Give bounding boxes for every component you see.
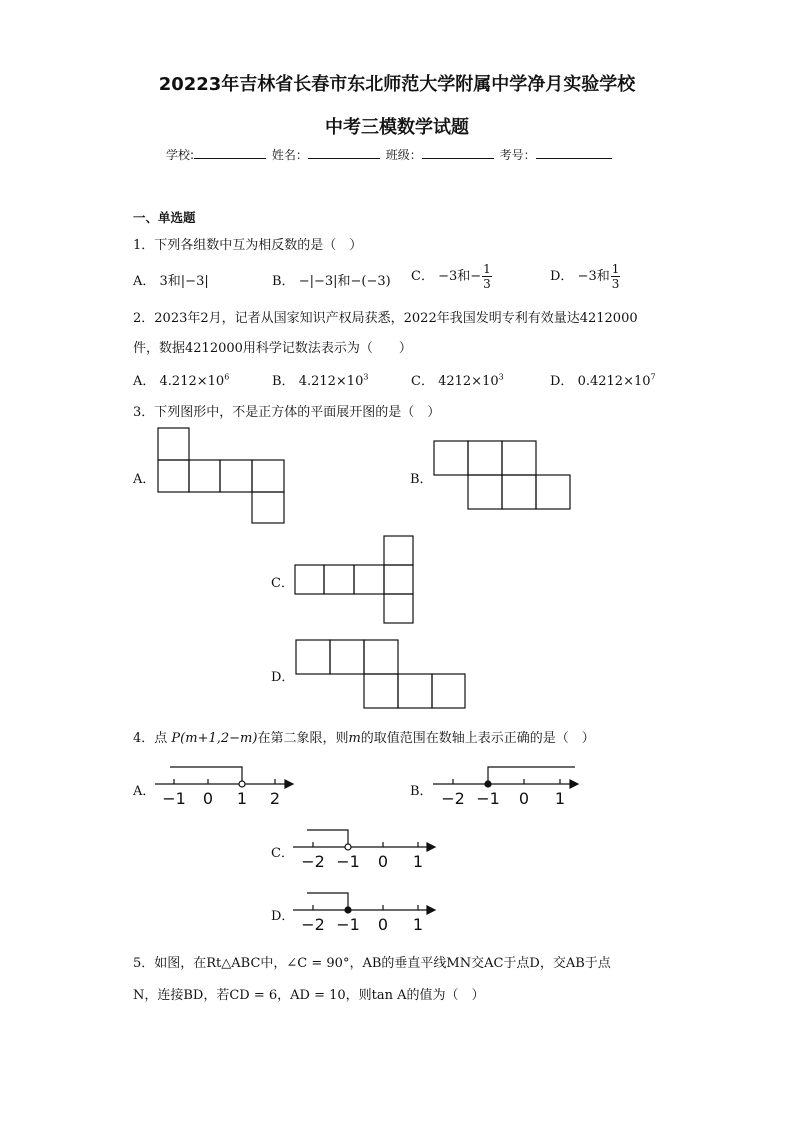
q2-option-c[interactable]: C． $4212\times 10^3$ bbox=[411, 372, 504, 389]
exam-no-field[interactable] bbox=[536, 147, 612, 159]
q3-stem: 3．下列图形中，不是正方体的平面展开图的是（ ） bbox=[133, 405, 441, 420]
q4a-tick-label: 0 bbox=[202, 789, 214, 808]
q3-net-b bbox=[433, 440, 573, 512]
q1-stem: 1．下列各组数中互为相反数的是（ ） bbox=[133, 238, 363, 253]
q3-option-d-label[interactable]: D． bbox=[271, 670, 295, 685]
q2-stem-line2: 件，数据4212000用科学记数法表示为（ ） bbox=[133, 341, 412, 356]
q1-option-a[interactable]: A． 3和|−3| bbox=[133, 274, 209, 289]
q4-numberline-b bbox=[433, 763, 583, 807]
q4a-tick-label: −1 bbox=[162, 789, 186, 808]
page-title-line2: 中考三模数学试题 bbox=[325, 117, 469, 138]
q3-net-d bbox=[295, 639, 467, 711]
class-field[interactable] bbox=[422, 147, 494, 159]
name-label: 姓名： bbox=[271, 148, 308, 162]
q4-option-b-label[interactable]: B． bbox=[410, 784, 433, 799]
q4d-tick-label: −2 bbox=[301, 915, 325, 934]
school-field[interactable] bbox=[194, 147, 266, 159]
q4a-tick-label: 2 bbox=[269, 789, 281, 808]
name-field[interactable] bbox=[308, 147, 380, 159]
exam-no-label: 考号： bbox=[499, 148, 536, 162]
q4c-tick-label: −2 bbox=[301, 852, 325, 871]
q2-stem-line1: 2．2023年2月，记者从国家知识产权局获悉，2022年我国发明专利有效量达4212000 bbox=[133, 311, 638, 326]
q4d-tick-label: −1 bbox=[336, 915, 360, 934]
q5-stem-line1: 5．如图，在Rt△ABC中，∠C = 90°，AB的垂直平线MN交AC于点D，交AB于点 bbox=[133, 956, 611, 971]
q4b-tick-label: 1 bbox=[554, 789, 566, 808]
q1-option-c[interactable]: C． −3和− $\frac{1}{3}$ bbox=[411, 262, 491, 291]
q3-net-a bbox=[157, 427, 287, 527]
q5-stem-line2: N，连接BD，若CD = 6，AD = 10，则tan A的值为（ ） bbox=[133, 988, 485, 1003]
q3-net-c bbox=[294, 535, 416, 627]
q4-stem: 4．点 P(m+1,2−m)在第二象限，则m的取值范围在数轴上表示正确的是（ ） bbox=[133, 731, 595, 746]
q4-option-a-label[interactable]: A． bbox=[133, 784, 156, 799]
q3-option-b-label[interactable]: B． bbox=[410, 472, 433, 487]
school-label: 学校: bbox=[166, 148, 195, 162]
page-title-line1: 20223年吉林省长春市东北师范大学附属中学净月实验学校 bbox=[158, 74, 636, 95]
section-heading: 一、单选题 bbox=[133, 210, 196, 225]
q4c-tick-label: −1 bbox=[336, 852, 360, 871]
q4-numberline-c bbox=[293, 826, 443, 870]
q2-option-b[interactable]: B． $4.212\times 10^3$ bbox=[272, 372, 369, 389]
q4c-tick-label: 1 bbox=[412, 852, 424, 871]
q3-option-c-label[interactable]: C． bbox=[271, 576, 294, 591]
q4a-tick-label: 1 bbox=[236, 789, 248, 808]
q4d-tick-label: 1 bbox=[412, 915, 424, 934]
class-label: 班级： bbox=[385, 148, 422, 162]
student-info-line bbox=[166, 146, 614, 163]
q1-option-b[interactable]: B． −|−3|和−(−3) bbox=[272, 274, 391, 289]
q4b-tick-label: −2 bbox=[441, 789, 465, 808]
q4d-tick-label: 0 bbox=[377, 915, 389, 934]
q2-option-a[interactable]: A． $4.212\times 10^6$ bbox=[133, 372, 230, 389]
q3-option-a-label[interactable]: A． bbox=[133, 472, 156, 487]
q4-numberline-a bbox=[155, 763, 305, 807]
q4c-tick-label: 0 bbox=[377, 852, 389, 871]
q4b-tick-label: 0 bbox=[518, 789, 530, 808]
q4-option-c-label[interactable]: C． bbox=[271, 846, 294, 861]
q4b-tick-label: −1 bbox=[476, 789, 500, 808]
q1-option-d[interactable]: D． −3和 $\frac{1}{3}$ bbox=[550, 262, 620, 291]
q4-option-d-label[interactable]: D． bbox=[271, 909, 295, 924]
q2-option-d[interactable]: D． $0.4212\times 10^7$ bbox=[550, 372, 656, 389]
q4-numberline-d bbox=[293, 889, 443, 933]
